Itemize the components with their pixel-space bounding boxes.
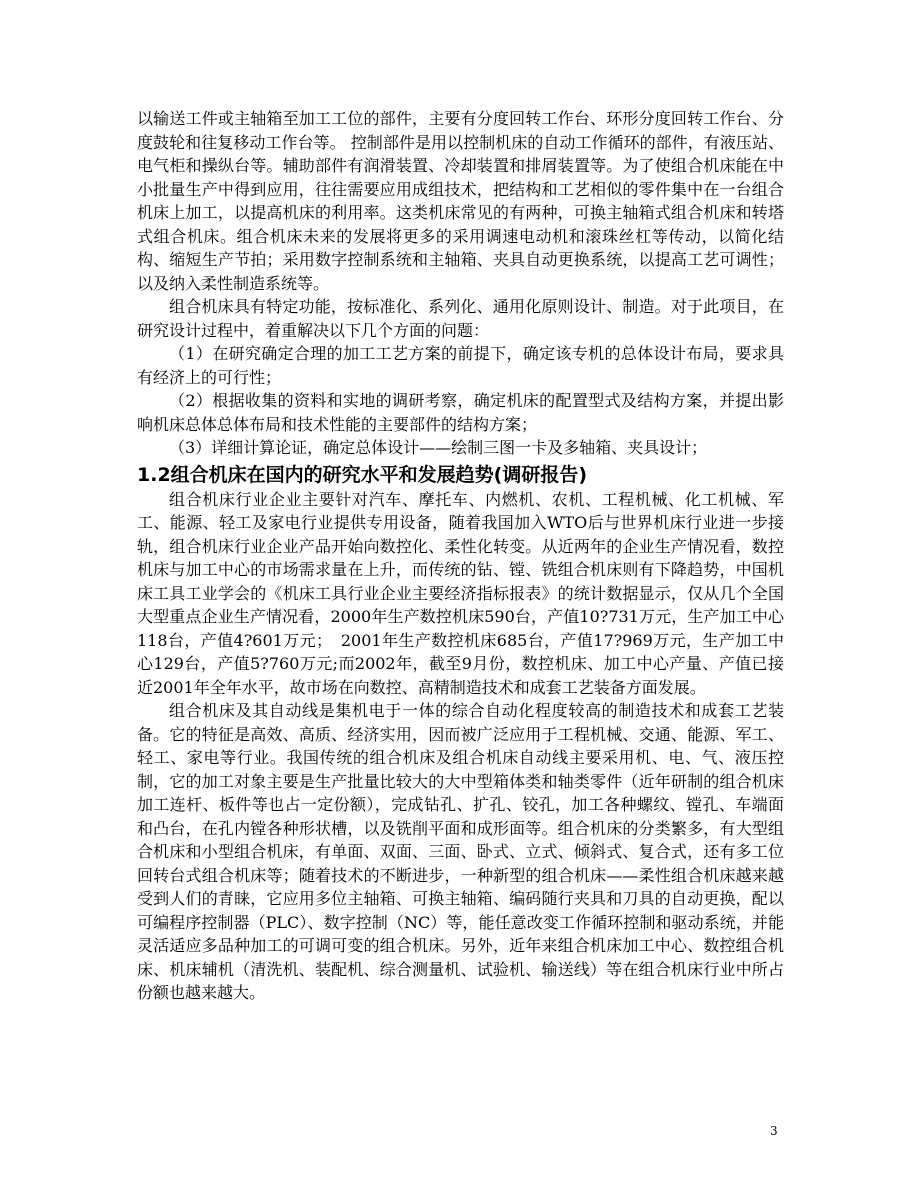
paragraph-item-2: （2）根据收集的资料和实地的调研考察，确定机床的配置型式及结构方案，并提出影响机床总体总体布局和技术性能的主要部件的结构方案； — [137, 391, 784, 434]
page-number: 3 — [770, 1124, 778, 1138]
paragraph-item-3: （3）详细计算论证，确定总体设计——绘制三图一卡及多轴箱、夹具设计； — [169, 438, 708, 457]
paragraph-3: 组合机床行业企业主要针对汽车、摩托车、内燃机、农机、工程机械、化工机械、军工、能源、轻工及家电行业提供专用设备，随着我国加入WTO后与世界机床行业进一步接轨，组合机床行业企业产品开始向数控化、柔性化转变。从近两年的企业生产情况看，数控机床与加工中心的市场需求量在上升，而传统的钻、镗、铣组合机床则有下降趋势，中国机床工具工业学会的《机床工具行业企业主要经济指标报表》的统计数据显示，仅从几个全国大型重点企业生产情况看，2000年生产数控机床590台，产值10?731万元，生产加工中心118台，产值4?601万元； 2001年生产数控机床685台，产值17?969万元，生产加工中心129台，产值5?760万元;而2002年，截至9月份，数控机床、加工中心产量、产值已接近2001年全年水平，故市场在向数控、高精制造技术和成套工艺装备方面发展。 — [137, 489, 784, 697]
paragraph-2: 组合机床具有特定功能，按标准化、系列化、通用化原则设计、制造。对于此项目，在研究设计过程中，着重解决以下几个方面的问题： — [137, 297, 784, 340]
section-heading: 1.2组合机床在国内的研究水平和发展趋势(调研报告) — [137, 463, 588, 486]
paragraph-item-1: （1）在研究确定合理的加工工艺方案的前提下，确定该专机的总体设计布局，要求具有经济上的可行性； — [137, 344, 784, 387]
document-page — [137, 107, 784, 1005]
paragraph-1: 以输送工件或主轴箱至加工工位的部件，主要有分度回转工作台、环形分度回转工作台、分度鼓轮和往复移动工作台等。 控制部件是用以控制机床的自动工作循环的部件，有液压站、电气柜和操纵台等。辅助部件有润滑装置、冷却装置和排屑装置等。为了使组合机床能在中小批量生产中得到应用，往往需要应用成组技术，把结构和工艺相似的零件集中在一台组合机床上加工，以提高机床的利用率。这类机床常见的有两种，可换主轴箱式组合机床和转塔式组合机床。组合机床未来的发展将更多的采用调速电动机和滚珠丝杠等传动，以简化结构、缩短生产节拍；采用数字控制系统和主轴箱、夹具自动更换系统，以提高工艺可调性；以及纳入柔性制造系统等。 — [137, 109, 784, 293]
paragraph-4: 组合机床及其自动线是集机电于一体的综合自动化程度较高的制造技术和成套工艺装备。它的特征是高效、高质、经济实用，因而被广泛应用于工程机械、交通、能源、军工、轻工、家电等行业。我国传统的组合机床及组合机床自动线主要采用机、电、气、液压控制，它的加工对象主要是生产批量比较大的大中型箱体类和轴类零件（近年研制的组合机床加工连杆、板件等也占一定份额），完成钻孔、扩孔、铰孔，加工各种螺纹、镗孔、车端面和凸台，在孔内镗各种形状槽，以及铣削平面和成形面等。组合机床的分类繁多，有大型组合机床和小型组合机床，有单面、双面、三面、卧式、立式、倾斜式、复合式，还有多工位回转台式组合机床等；随着技术的不断进步，一种新型的组合机床——柔性组合机床越来越受到人们的青睐，它应用多位主轴箱、可换主轴箱、编码随行夹具和刀具的自动更换，配以可编程序控制器（PLC）、数字控制（NC）等，能任意改变工作循环控制和驱动系统，并能灵活适应多品种加工的可调可变的组合机床。另外，近年来组合机床加工中心、数控组合机床、机床辅机（清洗机、装配机、综合测量机、试验机、输送线）等在组合机床行业中所占份额也越来越大。 — [137, 701, 784, 1002]
